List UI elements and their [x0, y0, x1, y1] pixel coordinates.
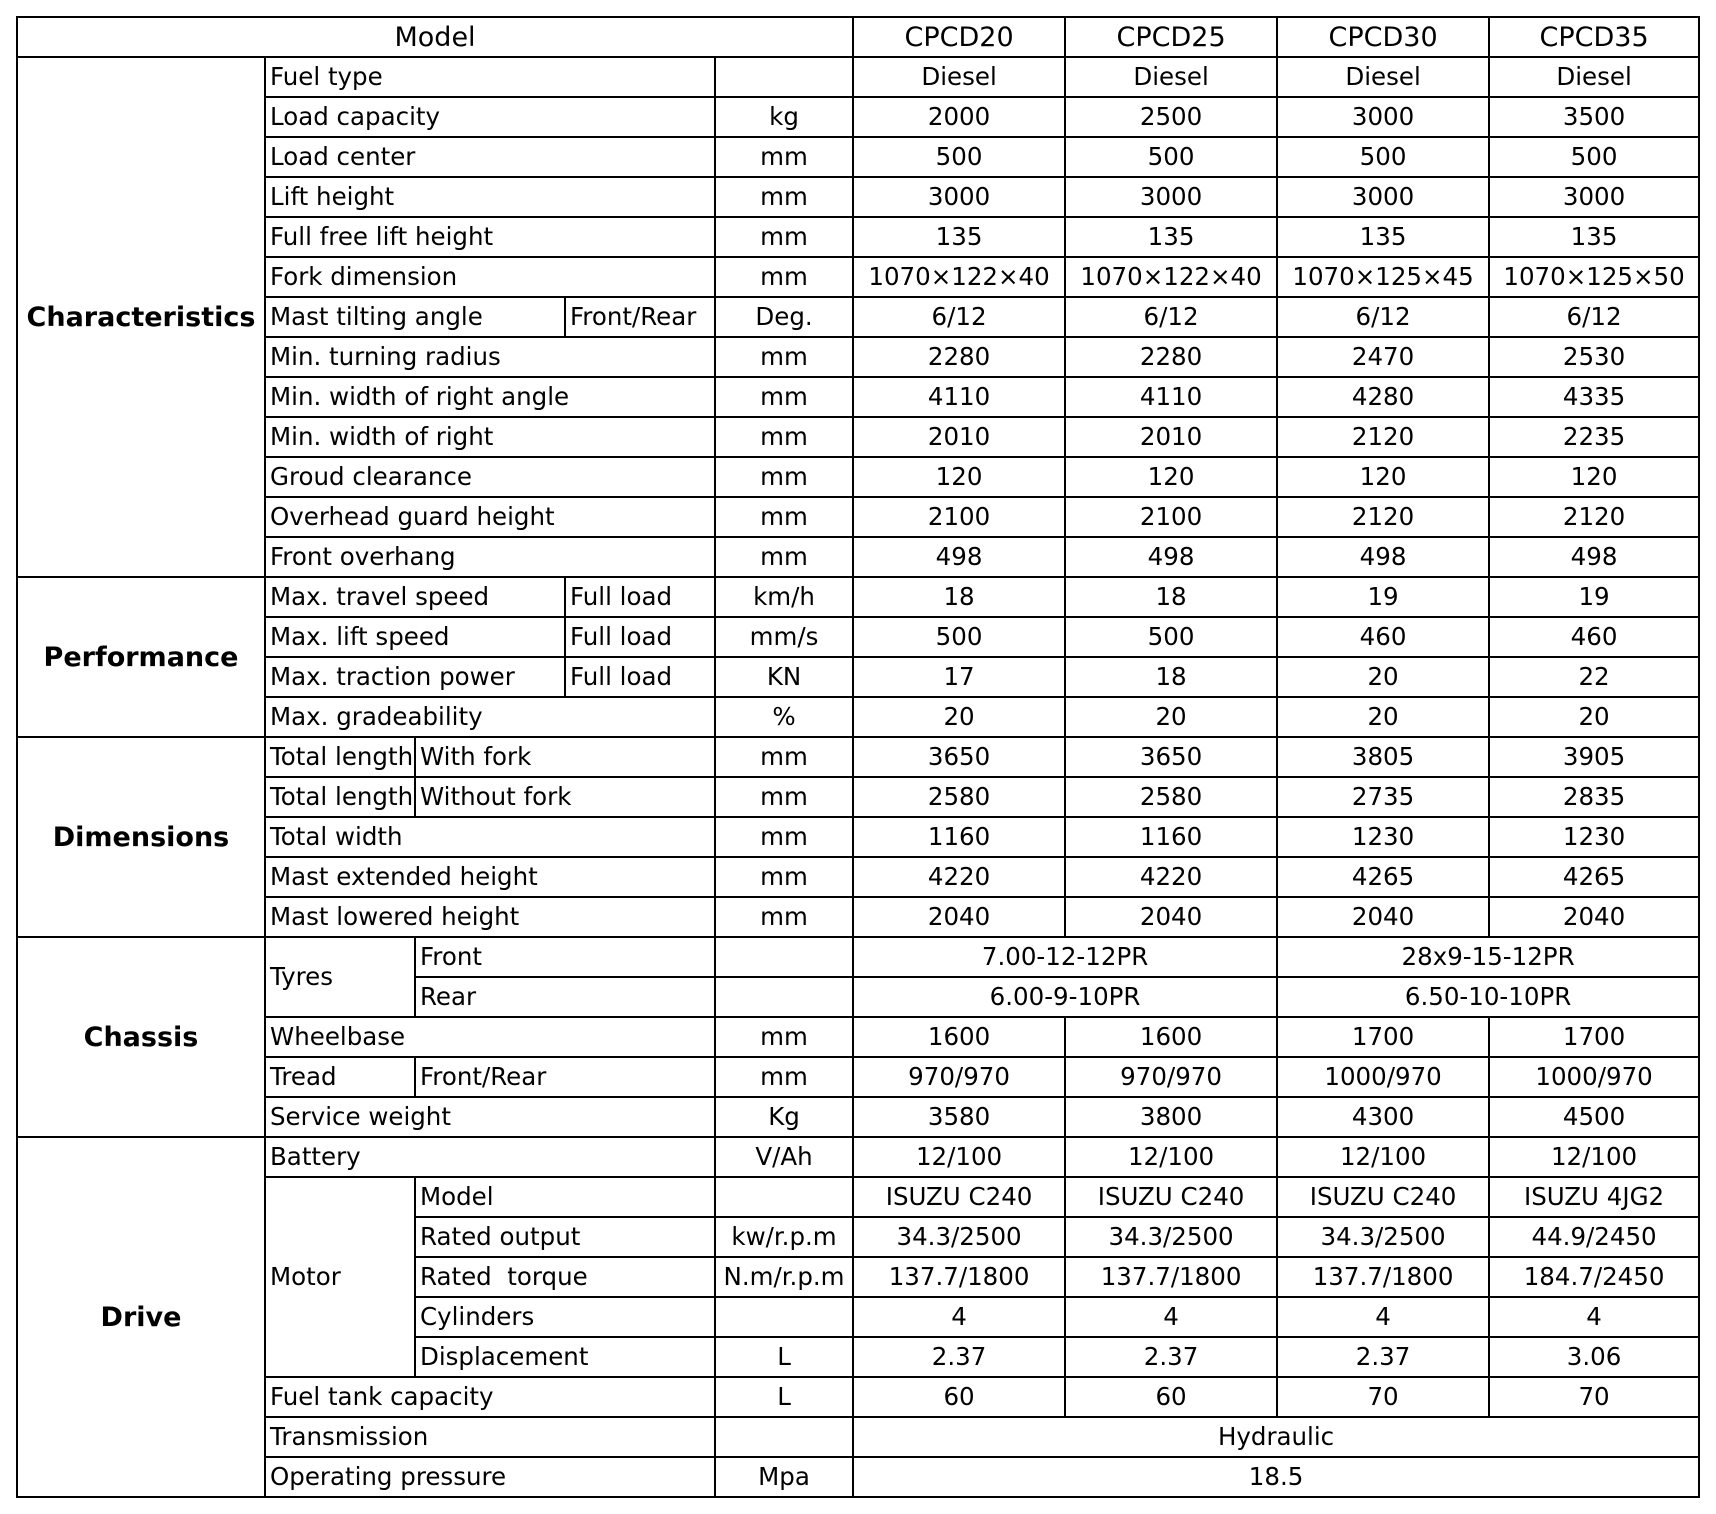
row-label: Total width — [265, 817, 715, 857]
spec-row-tread — [17, 1057, 1699, 1097]
spec-row-fuel-tank — [17, 1377, 1699, 1417]
cell-value: 2040 — [853, 897, 1065, 937]
row-unit: mm — [715, 377, 853, 417]
cell-value: 120 — [1065, 457, 1277, 497]
row-label: Mast lowered height — [265, 897, 715, 937]
cell-value: 60 — [1065, 1377, 1277, 1417]
cell-value: 17 — [853, 657, 1065, 697]
row-unit: L — [715, 1377, 853, 1417]
row-label: Mast extended height — [265, 857, 715, 897]
cell-value: 2580 — [853, 777, 1065, 817]
row-sublabel: Model — [415, 1177, 715, 1217]
cell-value: 500 — [1065, 617, 1277, 657]
cell-value: 4265 — [1489, 857, 1699, 897]
row-sublabel: Rated torque — [415, 1257, 715, 1297]
spec-row-tyres-front — [17, 937, 1699, 977]
cell-value: Diesel — [853, 57, 1065, 97]
row-label: Groud clearance — [265, 457, 715, 497]
spec-row-traction-power — [17, 657, 1699, 697]
cell-value: 20 — [1489, 697, 1699, 737]
spec-row-overhead-guard — [17, 497, 1699, 537]
spec-row-service-weight — [17, 1097, 1699, 1137]
cell-value: 4 — [853, 1297, 1065, 1337]
cell-value: 2100 — [853, 497, 1065, 537]
cell-value: 2235 — [1489, 417, 1699, 457]
model-name: CPCD25 — [1065, 17, 1277, 57]
cell-value: 2120 — [1277, 417, 1489, 457]
cell-value: 2530 — [1489, 337, 1699, 377]
row-label: Total length — [265, 777, 415, 817]
cell-value: 135 — [853, 217, 1065, 257]
cell-value: 34.3/2500 — [1065, 1217, 1277, 1257]
row-label: Full free lift height — [265, 217, 715, 257]
cell-value: 1160 — [1065, 817, 1277, 857]
row-label: Max. lift speed — [265, 617, 565, 657]
cell-value: 4265 — [1277, 857, 1489, 897]
cell-value: 12/100 — [853, 1137, 1065, 1177]
spec-row-lift-height — [17, 177, 1699, 217]
cell-value: 498 — [853, 537, 1065, 577]
spec-row-length-nofork — [17, 777, 1699, 817]
cell-value: 3800 — [1065, 1097, 1277, 1137]
cell-value: 184.7/2450 — [1489, 1257, 1699, 1297]
row-label: Operating pressure — [265, 1457, 715, 1497]
spec-row-lift-speed — [17, 617, 1699, 657]
cell-value: 1600 — [1065, 1017, 1277, 1057]
cell-value: 500 — [853, 137, 1065, 177]
cell-value: 60 — [853, 1377, 1065, 1417]
cell-value: 2280 — [1065, 337, 1277, 377]
cell-value: 28x9-15-12PR — [1277, 937, 1699, 977]
spec-row-ground-clearance — [17, 457, 1699, 497]
cell-value: 970/970 — [1065, 1057, 1277, 1097]
cell-value: 3580 — [853, 1097, 1065, 1137]
spec-row-transmission — [17, 1417, 1699, 1457]
spec-row-travel-speed — [17, 577, 1699, 617]
cell-value: 12/100 — [1065, 1137, 1277, 1177]
row-label: Load center — [265, 137, 715, 177]
spec-row-free-lift — [17, 217, 1699, 257]
cell-value: 34.3/2500 — [1277, 1217, 1489, 1257]
cell-value: 4500 — [1489, 1097, 1699, 1137]
row-label: Load capacity — [265, 97, 715, 137]
cell-value: 2280 — [853, 337, 1065, 377]
cell-value: 6.50-10-10PR — [1277, 977, 1699, 1017]
cell-value: 137.7/1800 — [853, 1257, 1065, 1297]
row-unit: kw/r.p.m — [715, 1217, 853, 1257]
row-label: Lift height — [265, 177, 715, 217]
spec-row-right-angle — [17, 377, 1699, 417]
spec-row-width-right — [17, 417, 1699, 457]
cell-value: 137.7/1800 — [1277, 1257, 1489, 1297]
cell-value: 135 — [1489, 217, 1699, 257]
cell-value: 1160 — [853, 817, 1065, 857]
cell-value: Diesel — [1489, 57, 1699, 97]
row-label: Front overhang — [265, 537, 715, 577]
cell-value: 1000/970 — [1277, 1057, 1489, 1097]
spec-row-load-center — [17, 137, 1699, 177]
row-label: Overhead guard height — [265, 497, 715, 537]
cell-value: 12/100 — [1489, 1137, 1699, 1177]
cell-value: 460 — [1489, 617, 1699, 657]
cell-value: 498 — [1489, 537, 1699, 577]
cell-value: 4110 — [853, 377, 1065, 417]
cell-value: ISUZU C240 — [1277, 1177, 1489, 1217]
spec-row-wheelbase — [17, 1017, 1699, 1057]
spec-row-length-fork — [17, 737, 1699, 777]
cell-value: 1600 — [853, 1017, 1065, 1057]
row-unit: % — [715, 697, 853, 737]
spec-row-turning-radius — [17, 337, 1699, 377]
cell-value: 3500 — [1489, 97, 1699, 137]
row-sublabel: Without fork — [415, 777, 715, 817]
cell-value: ISUZU 4JG2 — [1489, 1177, 1699, 1217]
cell-value: 18 — [1065, 657, 1277, 697]
cell-value: 18 — [1065, 577, 1277, 617]
row-unit: mm — [715, 1057, 853, 1097]
cell-value: 500 — [1277, 137, 1489, 177]
row-unit: L — [715, 1337, 853, 1377]
cell-value: 120 — [1277, 457, 1489, 497]
cell-value: 137.7/1800 — [1065, 1257, 1277, 1297]
row-unit: mm/s — [715, 617, 853, 657]
spec-row-mast-extended — [17, 857, 1699, 897]
cell-value: 70 — [1277, 1377, 1489, 1417]
cell-value: 22 — [1489, 657, 1699, 697]
cell-value: 4 — [1277, 1297, 1489, 1337]
cell-value: 2010 — [1065, 417, 1277, 457]
model-header: Model — [17, 17, 853, 57]
row-label: Max. traction power — [265, 657, 565, 697]
row-unit: mm — [715, 777, 853, 817]
cell-value: 3650 — [1065, 737, 1277, 777]
row-label: Wheelbase — [265, 1017, 715, 1057]
spec-row-gradeability — [17, 697, 1699, 737]
row-unit: Kg — [715, 1097, 853, 1137]
cell-value: 3000 — [853, 177, 1065, 217]
row-label: Tread — [265, 1057, 415, 1097]
cell-value: 1230 — [1489, 817, 1699, 857]
row-unit — [715, 1297, 853, 1337]
cell-value: 1070×122×40 — [1065, 257, 1277, 297]
cell-value: 3.06 — [1489, 1337, 1699, 1377]
cell-value: 2120 — [1277, 497, 1489, 537]
cell-value: 3000 — [1277, 97, 1489, 137]
row-unit: mm — [715, 257, 853, 297]
cell-value: 2500 — [1065, 97, 1277, 137]
cell-value: 3000 — [1489, 177, 1699, 217]
cell-value: ISUZU C240 — [853, 1177, 1065, 1217]
spec-row-mast-tilt — [17, 297, 1699, 337]
spec-row-total-width — [17, 817, 1699, 857]
section-performance: Performance — [17, 577, 265, 737]
cell-value: 498 — [1277, 537, 1489, 577]
cell-value: 4220 — [853, 857, 1065, 897]
row-label: Max. travel speed — [265, 577, 565, 617]
cell-value: 2040 — [1489, 897, 1699, 937]
cell-value: 135 — [1065, 217, 1277, 257]
cell-value: 20 — [1277, 657, 1489, 697]
cell-value: 4300 — [1277, 1097, 1489, 1137]
cell-value: 1700 — [1489, 1017, 1699, 1057]
row-label: Motor — [265, 1177, 415, 1377]
cell-value: 20 — [1277, 697, 1489, 737]
row-unit: Deg. — [715, 297, 853, 337]
row-unit: V/Ah — [715, 1137, 853, 1177]
cell-value: 20 — [1065, 697, 1277, 737]
spec-table — [16, 16, 1700, 1498]
row-unit — [715, 57, 853, 97]
row-label: Transmission — [265, 1417, 715, 1457]
cell-value: 2735 — [1277, 777, 1489, 817]
row-label: Service weight — [265, 1097, 715, 1137]
row-sublabel: Full load — [565, 617, 715, 657]
cell-value: 2010 — [853, 417, 1065, 457]
row-unit: mm — [715, 217, 853, 257]
cell-value: 1070×122×40 — [853, 257, 1065, 297]
cell-value: 970/970 — [853, 1057, 1065, 1097]
cell-value: 18.5 — [853, 1457, 1699, 1497]
cell-value: 6/12 — [853, 297, 1065, 337]
row-sublabel: Cylinders — [415, 1297, 715, 1337]
cell-value: 120 — [853, 457, 1065, 497]
spec-row-mast-lowered — [17, 897, 1699, 937]
cell-value: 2580 — [1065, 777, 1277, 817]
cell-value: 12/100 — [1277, 1137, 1489, 1177]
cell-value: 1070×125×50 — [1489, 257, 1699, 297]
cell-value: 2040 — [1277, 897, 1489, 937]
section-chassis: Chassis — [17, 937, 265, 1137]
cell-value: 3000 — [1277, 177, 1489, 217]
row-label: Fork dimension — [265, 257, 715, 297]
cell-value: 4335 — [1489, 377, 1699, 417]
model-name: CPCD35 — [1489, 17, 1699, 57]
model-name: CPCD20 — [853, 17, 1065, 57]
row-sublabel: Full load — [565, 657, 715, 697]
cell-value: 1070×125×45 — [1277, 257, 1489, 297]
cell-value: 6.00-9-10PR — [853, 977, 1277, 1017]
row-label: Max. gradeability — [265, 697, 715, 737]
row-unit: kg — [715, 97, 853, 137]
cell-value: 4 — [1489, 1297, 1699, 1337]
row-unit: mm — [715, 817, 853, 857]
cell-value: 6/12 — [1277, 297, 1489, 337]
cell-value: 19 — [1489, 577, 1699, 617]
cell-value: 2.37 — [1277, 1337, 1489, 1377]
row-unit: mm — [715, 497, 853, 537]
row-label: Mast tilting angle — [265, 297, 565, 337]
cell-value: 135 — [1277, 217, 1489, 257]
cell-value: Diesel — [1277, 57, 1489, 97]
section-characteristics: Characteristics — [17, 57, 265, 577]
row-label: Fuel type — [265, 57, 715, 97]
row-sublabel: With fork — [415, 737, 715, 777]
cell-value: 4220 — [1065, 857, 1277, 897]
cell-value: 460 — [1277, 617, 1489, 657]
row-sublabel: Rear — [415, 977, 715, 1017]
cell-value: 2000 — [853, 97, 1065, 137]
cell-value: 2.37 — [853, 1337, 1065, 1377]
row-unit — [715, 937, 853, 977]
row-unit: mm — [715, 177, 853, 217]
row-unit: mm — [715, 137, 853, 177]
row-unit: mm — [715, 337, 853, 377]
row-label: Battery — [265, 1137, 715, 1177]
row-unit: mm — [715, 737, 853, 777]
cell-value: 2470 — [1277, 337, 1489, 377]
spec-row-fuel-type — [17, 57, 1699, 97]
cell-value: Hydraulic — [853, 1417, 1699, 1457]
row-label: Min. width of right — [265, 417, 715, 457]
cell-value: 3000 — [1065, 177, 1277, 217]
row-label: Min. width of right angle — [265, 377, 715, 417]
row-label: Total length — [265, 737, 415, 777]
cell-value: 2040 — [1065, 897, 1277, 937]
row-unit: mm — [715, 537, 853, 577]
cell-value: 18 — [853, 577, 1065, 617]
row-unit: mm — [715, 417, 853, 457]
cell-value: 1000/970 — [1489, 1057, 1699, 1097]
cell-value: 19 — [1277, 577, 1489, 617]
cell-value: 120 — [1489, 457, 1699, 497]
spec-row-load-capacity — [17, 97, 1699, 137]
cell-value: 1230 — [1277, 817, 1489, 857]
row-unit: KN — [715, 657, 853, 697]
row-sublabel: Front — [415, 937, 715, 977]
cell-value: 7.00-12-12PR — [853, 937, 1277, 977]
spec-row-operating-pressure — [17, 1457, 1699, 1497]
cell-value: 4110 — [1065, 377, 1277, 417]
cell-value: 3650 — [853, 737, 1065, 777]
row-unit: mm — [715, 1017, 853, 1057]
cell-value: 2835 — [1489, 777, 1699, 817]
row-unit: mm — [715, 457, 853, 497]
row-unit: N.m/r.p.m — [715, 1257, 853, 1297]
cell-value: 2100 — [1065, 497, 1277, 537]
header-row — [17, 17, 1699, 57]
cell-value: Diesel — [1065, 57, 1277, 97]
section-dimensions: Dimensions — [17, 737, 265, 937]
cell-value: 34.3/2500 — [853, 1217, 1065, 1257]
row-sublabel: Front/Rear — [415, 1057, 715, 1097]
cell-value: 4 — [1065, 1297, 1277, 1337]
model-name: CPCD30 — [1277, 17, 1489, 57]
cell-value: 6/12 — [1065, 297, 1277, 337]
cell-value: 498 — [1065, 537, 1277, 577]
cell-value: 4280 — [1277, 377, 1489, 417]
row-unit — [715, 977, 853, 1017]
row-label: Tyres — [265, 937, 415, 1017]
row-sublabel: Front/Rear — [565, 297, 715, 337]
spec-row-front-overhang — [17, 537, 1699, 577]
row-label: Fuel tank capacity — [265, 1377, 715, 1417]
cell-value: 2120 — [1489, 497, 1699, 537]
cell-value: 3905 — [1489, 737, 1699, 777]
cell-value: 3805 — [1277, 737, 1489, 777]
cell-value: 44.9/2450 — [1489, 1217, 1699, 1257]
row-sublabel: Rated output — [415, 1217, 715, 1257]
row-unit: km/h — [715, 577, 853, 617]
row-sublabel: Full load — [565, 577, 715, 617]
cell-value: 2.37 — [1065, 1337, 1277, 1377]
spec-row-fork-dimension — [17, 257, 1699, 297]
cell-value: 6/12 — [1489, 297, 1699, 337]
row-label: Min. turning radius — [265, 337, 715, 377]
cell-value: 20 — [853, 697, 1065, 737]
cell-value: 70 — [1489, 1377, 1699, 1417]
spec-row-battery — [17, 1137, 1699, 1177]
row-unit — [715, 1177, 853, 1217]
row-unit: mm — [715, 897, 853, 937]
row-unit — [715, 1417, 853, 1457]
row-unit: Mpa — [715, 1457, 853, 1497]
cell-value: 500 — [853, 617, 1065, 657]
row-sublabel: Displacement — [415, 1337, 715, 1377]
cell-value: 500 — [1489, 137, 1699, 177]
section-drive: Drive — [17, 1137, 265, 1497]
cell-value: 1700 — [1277, 1017, 1489, 1057]
cell-value: 500 — [1065, 137, 1277, 177]
spec-row-motor-model — [17, 1177, 1699, 1217]
row-unit: mm — [715, 857, 853, 897]
cell-value: ISUZU C240 — [1065, 1177, 1277, 1217]
